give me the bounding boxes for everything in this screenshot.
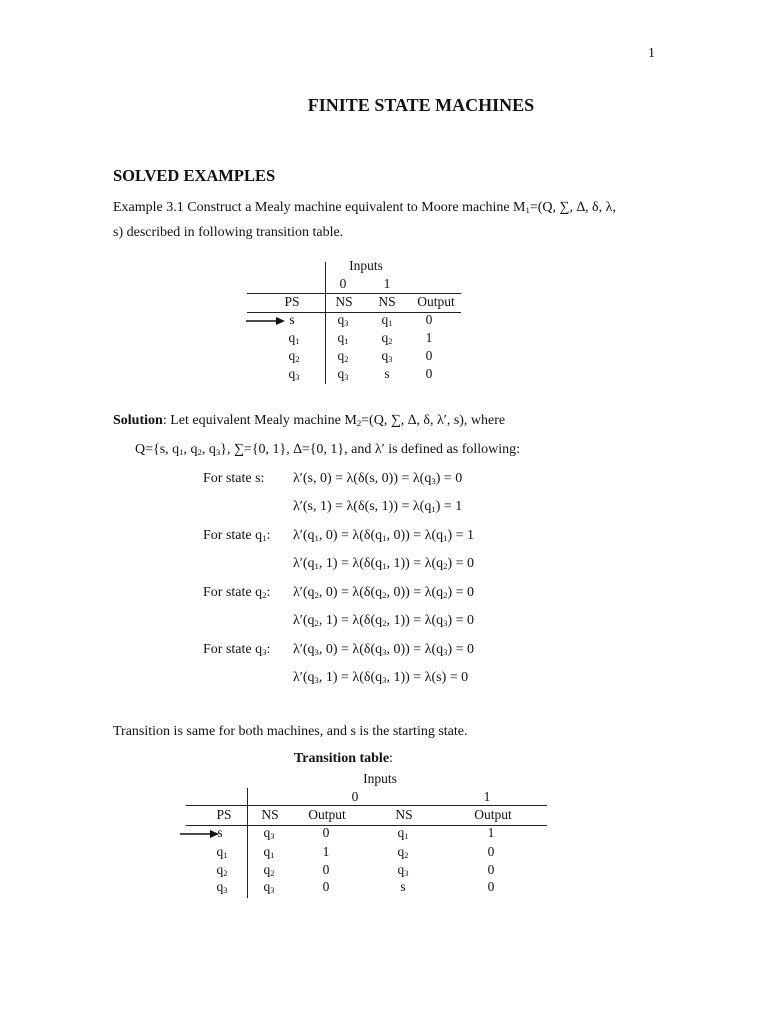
table2-header-output0: Output: [308, 807, 346, 822]
table2-inputs-label: Inputs: [363, 771, 397, 786]
table1-inputs-label: Inputs: [349, 258, 383, 273]
table1-input-1: 1: [383, 276, 391, 291]
table1-header-ns0: NS: [335, 294, 353, 309]
table2-header-ns0: NS: [261, 807, 279, 822]
output-equation: $\lambda'(q_3$, $1) = \lambda(\delta(q_3$, 1)) = λ(s) = 0: [293, 670, 469, 686]
output-equation: $\lambda'(q_2$, $1) = \lambda(\delta(q_2$, $1)) = \lambda(q_3) = 0$: [293, 613, 475, 629]
state-label: For state $q_3$:: [203, 642, 271, 658]
page-title: FINITE STATE MACHINES: [307, 95, 535, 115]
state-label: For state $q_2$:: [203, 585, 271, 601]
state-label: For state $q_1$:: [203, 528, 271, 544]
table2-header-ps: PS: [216, 807, 232, 822]
table1-input-0: 0: [339, 276, 347, 291]
state-label: For state s:: [203, 471, 265, 486]
page-number: 1: [648, 46, 655, 61]
output-equation: $\lambda'(q_3$, $0) = \lambda(\delta(q_3$, $0)) = \lambda(q_3) = 0$: [293, 642, 475, 658]
table2-header-output1: Output: [474, 807, 512, 822]
table1-divider: [325, 262, 326, 384]
solution-line-2: Q={s, $q_1$, $q_2$, $q_3$}, ∑={0, 1}, ∆={0, 1}, and λ′ is defined as following:: [135, 442, 521, 458]
example-line-2: s) described in following transition table.: [113, 225, 344, 240]
table2-input-1: 1: [483, 789, 491, 804]
table2-divider: [247, 788, 248, 898]
table1-header-ps: PS: [284, 294, 300, 309]
solution-line-1: Solution: Let equivalent Mealy machine $M_2=(Q$, ∑, ∆, δ, λ′, s), where: [113, 413, 506, 429]
table2-caption: Transition table:: [294, 751, 393, 766]
table2-header-ns1: NS: [395, 807, 413, 822]
table1-header-ns1: NS: [378, 294, 396, 309]
output-equation: $\lambda'(q_2$, $0) = \lambda(\delta(q_2$, $0)) = \lambda(q_2) = 0$: [293, 585, 475, 601]
table1-header-rule: [247, 293, 461, 294]
transition-note: Transition is same for both machines, and s is the starting state.: [113, 724, 468, 739]
table2-header-rule: [186, 805, 547, 806]
example-line-1: Example 3.1 Construct a Mealy machine equivalent to Moore machine $M_1=(Q$, ∑, ∆, δ, λ,: [113, 200, 616, 216]
output-equation: λ′(s, 0) = λ(δ(s, $0)) = \lambda(q_3) = 0$: [293, 471, 463, 487]
section-heading: SOLVED EXAMPLES: [113, 166, 276, 185]
table2-input-0: 0: [351, 789, 359, 804]
table1-header-output: Output: [417, 294, 455, 309]
output-equation: $\lambda'(q_1$, $0) = \lambda(\delta(q_1$, $0)) = \lambda(q_1) = 1$: [293, 528, 475, 544]
output-equation: $\lambda'(q_1$, $1) = \lambda(\delta(q_1$, $1)) = \lambda(q_2) = 0$: [293, 556, 475, 572]
output-equation: λ′(s, 1) = λ(δ(s, $1)) = \lambda(q_1) = 1$: [293, 499, 463, 515]
